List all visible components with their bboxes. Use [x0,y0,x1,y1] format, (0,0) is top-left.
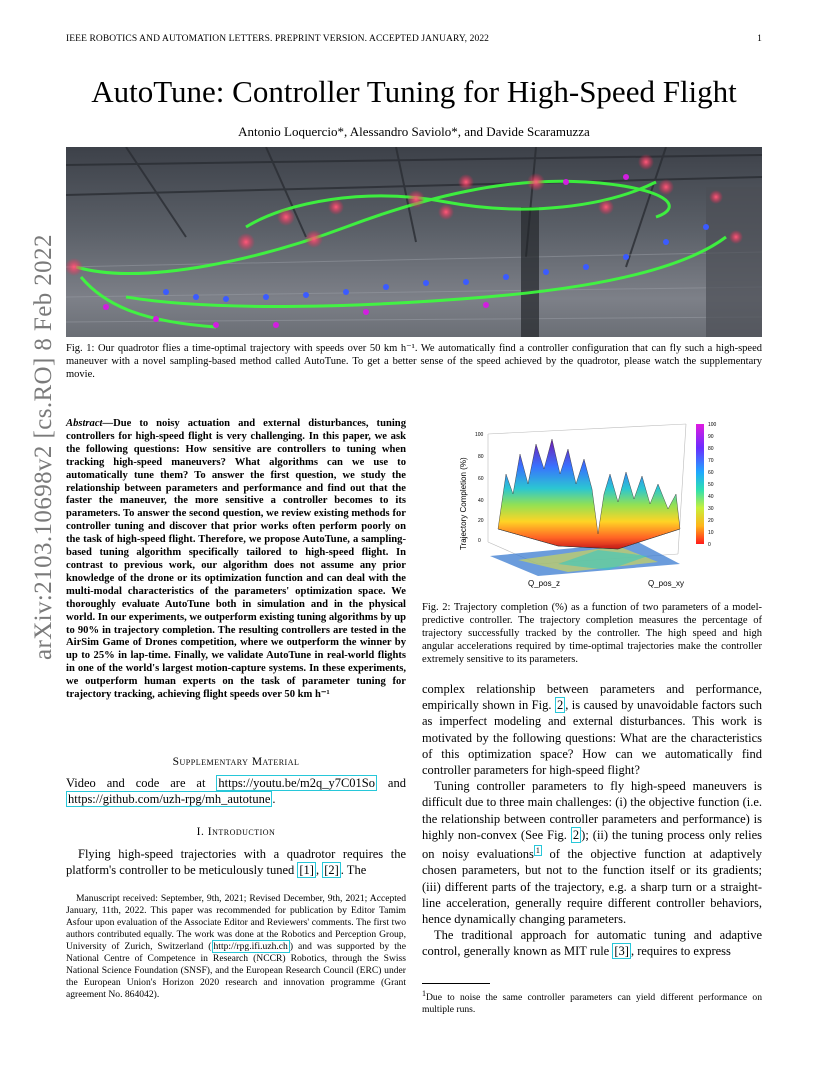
cb-0: 0 [708,542,711,548]
r-p1-a: complex relationship between parameters and performance, empirically shown in Fig. [422,682,762,713]
footnote-rule [422,983,490,984]
citation-1[interactable]: [1] [299,863,314,878]
cb-100: 100 [708,422,717,428]
fig1-photo [66,147,762,337]
abstract-text: —Due to noisy actuation and external disturbances, tuning controllers for high-speed flight is very challenging. In this paper, we ask the following questions: How sensitive are controllers to tuning when tracking high-speed maneuvers? What algorithms can we use to automatically tune them? To answer the first question, we study the relationship between parameters and performance and find out that the faster the maneuver, the more sensitive a controller becomes to its parameters. To answer the second question, we review existing methods for controller tuning and discover that prior works often perform poorly on the task of high-speed flight. Therefore, we propose AutoTune, a sampling-based tuning algorithm specifically tailored to high-speed flight. In contrast to previous work, our algorithm does not assume any prior knowledge of the drone or its optimization function and can deal with the multi-modal characteristics of the parameters' optimization space. We thoroughly evaluate AutoTune both in simulation and in the physical world. In our experiments, we outperform existing tuning algorithms by up to 90% in trajectory completion. The resulting controllers are tested in the AirSim Game of Drones competition, where we outperform the winner by up to 25% in lap-time. Finally, we validate AutoTune in real-world flights in one of the world's largest motion-capture systems. In these experiments, we outperform human experts on the task of parameter tuning for trajectory tracking, achieving flight speeds over 50 km h⁻¹ [66,418,406,701]
code-link[interactable]: https://github.com/uzh-rpg/mh_autotune [68,792,271,807]
citation-3[interactable]: [3] [614,944,629,959]
fig2-ylabel: Q_pos_xy [648,579,685,588]
cb-70: 70 [708,458,714,464]
cb-30: 30 [708,506,714,512]
right-paragraph-1 [422,681,762,778]
cb-90: 90 [708,434,714,440]
zt-80: 80 [478,454,484,460]
cb-20: 20 [708,518,714,524]
running-header [66,34,762,44]
video-link[interactable]: https://youtu.be/m2q_y7C01So [218,776,375,790]
footnote-text: Due to noise the same controller parameters can yield different performance on multiple runs. [422,992,762,1016]
intro-sep: , [315,863,323,878]
author-list: Antonio Loquercio*, Alessandro Saviolo*, and Davide Scaramuzza [238,124,590,139]
page-number: 1 [757,34,762,44]
zt-40: 40 [478,498,484,504]
intro-text-b: . The [340,863,367,878]
supp-suffix: . [272,792,276,807]
cb-80: 80 [708,446,714,452]
manu-text-b: ) and was supported by the National Centre of Competence in Research (NCCR) Robotics, through the Swiss National Science Foundation (SNSF), and the European Research Council (ERC) under the European Union's Horizon 2020 research and innovation programme (Grant agreement No. 864042). [66,941,406,1000]
supp-middle: and [377,776,406,790]
supplementary-heading: Supplementary Material [172,756,300,768]
fig1-image [66,147,762,337]
r-p2-b: ); (ii) the tuning process only relies on noisy evaluations [422,827,762,862]
fig2-surface [458,414,770,594]
manu-text-a: Manuscript received: September, 9th, 2021; Revised December, 9th, 2021; Accepted January, 11th, 2022. This paper was recommended for publication by Editor Tamim Asfour upon evaluation of the Associate Editor and Reviewers' comments. The first two authors contributed equally. The work was done at the Robotics and Perception Group, University of Zurich, Switzerland ( [66,893,406,952]
r-p2-c: of the objective function at adaptively chosen parameters, but not to the function itself or its gradients; (iii) different parts of the trajectory, e.g. a sharp turn or a straight-line acceleration, generally require different controller behaviors, hence dynamically changing parameters. [422,847,762,926]
right-paragraph-3 [422,927,762,959]
fig2-colorbar [696,424,704,544]
cb-40: 40 [708,494,714,500]
r-p1-b: , is caused by unavoidable factors such as imperfect modeling and external disturbances. This work is motivated by the following questions: What are the characteristics of this optimization space? How can we automatically find controller parameters for high-speed flight? [422,698,763,778]
footnote-mark: 1 [422,989,426,998]
fig2-ref-2[interactable]: 2 [572,827,580,842]
abstract [66,418,406,702]
fig2-zlabel: Trajectory Completion (%) [459,457,468,550]
right-paragraph-2 [422,778,762,927]
arxiv-stamp: arXiv:2103.10698v2 [cs.RO] 8 Feb 2022 [30,234,57,660]
fig2-xlabel: Q_pos_z [528,579,561,588]
zt-0: 0 [478,538,481,544]
r-p3-b: , requires to express [630,944,731,959]
cb-60: 60 [708,470,714,476]
right-column-text [422,681,762,960]
fig1-caption: Fig. 1: Our quadrotor flies a time-optimal trajectory with speeds over 50 km h⁻¹. We automatically find a controller configuration that can fly such a high-speed maneuver with a novel sampling-based method called AutoTune. To get a better sense of the speed achieved by the quadrotor, please watch the supplementary movie. [66,343,762,380]
rpg-link[interactable]: http://rpg.ifi.uzh.ch [213,941,288,952]
supp-prefix: Video and code are at [66,776,217,790]
citation-2[interactable]: [2] [324,863,339,878]
footnote-ref-1[interactable]: 1 [535,846,540,856]
fig2-plot [458,414,770,594]
r-p3-a: The traditional approach for automatic tuning and adaptive control, generally known as MIT rule [422,928,762,959]
abstract-label: Abstract [66,418,103,429]
cb-50: 50 [708,482,714,488]
zt-20: 20 [478,518,484,524]
fig2-caption: Fig. 2: Trajectory completion (%) as a function of two parameters of a model-predictive controller. The trajectory completion measures the percentage of trajectory successfully tracked by the controller. The high speed and high angular accelerations required by time-optimal trajectories make the controller extremely sensitive to its parameters. [422,602,762,665]
fig2-ref-1[interactable]: 2 [556,698,564,713]
running-title: IEEE ROBOTICS AND AUTOMATION LETTERS. PREPRINT VERSION. ACCEPTED JANUARY, 2022 [66,34,490,44]
zt-100: 100 [475,432,484,438]
cb-10: 10 [708,530,714,536]
zt-60: 60 [478,476,484,482]
r-p2-a: Tuning controller parameters to fly high-speed maneuvers is difficult due to three main challenges: (i) the objective function (i.e. the relationship between controller parameters and performance) is highly non-convex (See Fig. [422,779,762,842]
intro-text-a: Flying high-speed trajectories with a quadrotor requires the platform's controller to be meticulously tuned [66,847,406,878]
introduction-heading: I. Introduction [196,826,276,838]
paper-title: AutoTune: Controller Tuning for High-Speed Flight [91,74,737,109]
footnote-1 [422,988,762,1016]
introduction-text [66,846,406,878]
manuscript-note [66,893,406,1001]
supplementary-text [66,775,406,807]
